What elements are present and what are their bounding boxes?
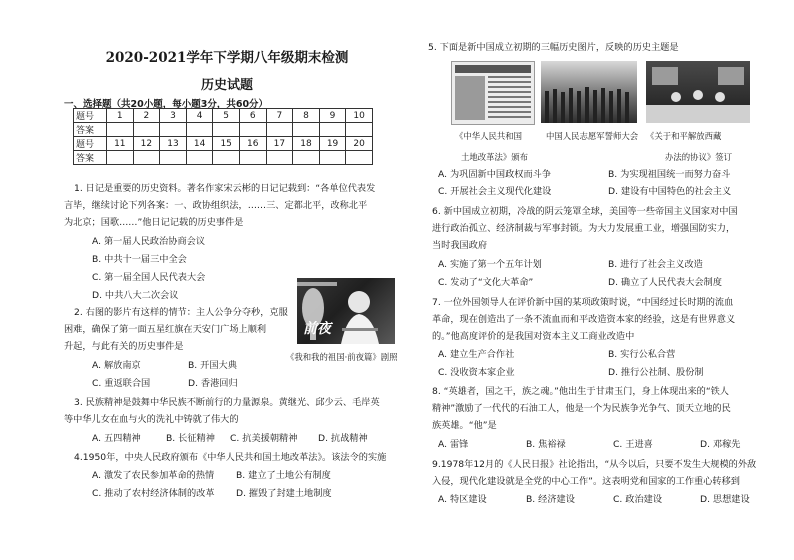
q8-stem-line: 精神”激励了一代代的石油工人，他是一个为民族争光争气、顶天立地的民 — [432, 403, 731, 414]
q-number: 6 — [239, 109, 266, 123]
answer-cell[interactable] — [133, 123, 160, 137]
q2-option-d[interactable]: D. 香港回归 — [188, 378, 238, 389]
q2-option-c[interactable]: C. 重返联合国 — [92, 378, 151, 389]
q7-stem-line: 的。”他高度评价的是我国对资本主义工商业改造中 — [432, 331, 635, 342]
q7-option-a[interactable]: A. 建立生产合作社 — [438, 349, 515, 360]
answer-cell[interactable] — [346, 151, 373, 165]
q-number: 2 — [133, 109, 160, 123]
q2-option-b[interactable]: B. 开国大典 — [188, 360, 237, 371]
q1-option-c[interactable]: C. 第一届全国人民代表大会 — [92, 272, 206, 283]
signing-illustration — [646, 61, 750, 123]
q8-stem-line: 族英雄。“他”是 — [432, 420, 497, 431]
q8-option-a[interactable]: A. 雷锋 — [438, 439, 469, 450]
q4-option-d[interactable]: D. 摧毁了封建土地制度 — [236, 488, 332, 499]
answer-cell[interactable] — [319, 151, 346, 165]
q-number: 14 — [186, 137, 213, 151]
answer-cell[interactable] — [319, 123, 346, 137]
q-number: 15 — [213, 137, 240, 151]
answer-cell[interactable] — [239, 123, 266, 137]
q7-option-c[interactable]: C. 没收资本家企业 — [438, 367, 515, 378]
answer-cell[interactable] — [186, 123, 213, 137]
tibet-agreement-signing-image — [646, 61, 750, 123]
q1-option-b[interactable]: B. 中共十一届三中全会 — [92, 254, 187, 265]
q5-option-d[interactable]: D. 建设有中国特色的社会主义 — [608, 186, 732, 197]
q-number: 7 — [266, 109, 293, 123]
answer-cell[interactable] — [213, 151, 240, 165]
table-row — [74, 109, 373, 123]
answer-cell[interactable] — [266, 123, 293, 137]
q-number: 8 — [293, 109, 320, 123]
photo-caption-2: 中国人民志愿军誓师大会 — [546, 131, 639, 141]
q9-option-a[interactable]: A. 特区建设 — [438, 494, 487, 505]
rally-illustration — [541, 61, 637, 123]
q8-option-b[interactable]: B. 焦裕禄 — [526, 439, 566, 450]
answer-cell[interactable] — [160, 123, 187, 137]
row-label: 答案 — [74, 151, 107, 165]
q-number: 18 — [293, 137, 320, 151]
q4-option-a[interactable]: A. 激发了农民参加革命的热情 — [92, 470, 215, 481]
q7-stem-line: 7. 一位外国领导人在评价新中国的某项政策时说，“中国经过长时期的流血 — [432, 297, 734, 308]
photo-caption-3: 《关于和平解放西藏 — [646, 131, 722, 141]
newspaper-illustration — [452, 62, 534, 124]
row-label: 题号 — [74, 137, 107, 151]
volunteer-army-rally-image — [541, 61, 637, 123]
q-number: 10 — [346, 109, 373, 123]
table-row — [74, 137, 373, 151]
answer-cell[interactable] — [186, 151, 213, 165]
q4-option-b[interactable]: B. 建立了土地公有制度 — [236, 470, 331, 481]
q3-option-c[interactable]: C. 抗美援朝精神 — [230, 433, 298, 444]
answer-cell[interactable] — [107, 123, 134, 137]
q-number: 13 — [160, 137, 187, 151]
page-subtitle: 历史试题 — [200, 78, 253, 93]
q9-stem-line: 入侵，现代化建设就是全党的中心工作”。这表明党和国家的工作重心转移到 — [432, 476, 740, 487]
q1-stem-line: 为北京；国歌……”他日记记载的历史事件是 — [64, 217, 244, 228]
answer-cell[interactable] — [293, 123, 320, 137]
q7-option-b[interactable]: B. 实行公私合营 — [608, 349, 676, 360]
photo-caption-1: 《中华人民共和国 — [455, 131, 522, 141]
q6-stem-line: 6. 新中国成立初期，冷战的阴云笼罩全球，美国等一些帝国主义国家对中国 — [432, 206, 738, 217]
q6-stem-line: 进行政治孤立、经济制裁与军事封锁。为大力发展重工业，增强国防实力， — [432, 223, 736, 234]
q3-option-a[interactable]: A. 五四精神 — [92, 433, 141, 444]
q-number: 16 — [239, 137, 266, 151]
row-label: 题号 — [74, 109, 107, 123]
q2-stem-line: 困难，确保了第一面五星红旗在天安门广场上顺利 — [64, 324, 267, 335]
q-number: 3 — [160, 109, 187, 123]
page-title: 2020-2021学年下学期八年级期末检测 — [105, 50, 349, 66]
q3-option-d[interactable]: D. 抗战精神 — [318, 433, 368, 444]
answer-cell[interactable] — [213, 123, 240, 137]
q9-stem-line: 9.1978年12月的《人民日报》社论指出，“从今以后，只要不发生大规模的外敌 — [432, 459, 757, 470]
q-number: 1 — [107, 109, 134, 123]
answer-cell[interactable] — [293, 151, 320, 165]
q2-option-a[interactable]: A. 解放南京 — [92, 360, 141, 371]
q8-option-c[interactable]: C. 王进喜 — [613, 439, 653, 450]
q9-option-b[interactable]: B. 经济建设 — [526, 494, 575, 505]
film-title-overlay: 前夜 — [303, 321, 331, 337]
q-number: 9 — [319, 109, 346, 123]
q5-option-b[interactable]: B. 为实现祖国统一而努力奋斗 — [608, 169, 731, 180]
answer-cell[interactable] — [133, 151, 160, 165]
q3-stem-line: 等中华儿女在血与火的洗礼中铸就了伟大的 — [64, 414, 239, 425]
q3-stem-line: 3. 民族精神是鼓舞中华民族不断前行的力量源泉。黄继光、邱少云、毛岸英 — [74, 397, 380, 408]
q6-stem-line: 当时我国政府 — [432, 240, 488, 251]
film-still-image — [297, 278, 395, 344]
q5-option-c[interactable]: C. 开展社会主义现代化建设 — [438, 186, 552, 197]
q4-option-c[interactable]: C. 推动了农村经济体制的改革 — [92, 488, 215, 499]
q2-stem-line: 2. 右图的影片有这样的情节：主人公争分夺秒，克服 — [74, 307, 288, 318]
q-number: 12 — [133, 137, 160, 151]
q4-stem-line: 4.1950年，中央人民政府颁布《中华人民共和国土地改革法》。该法令的实施 — [74, 452, 387, 463]
q1-stem-line: 1. 日记是重要的历史资料。著名作家宋云彬的日记记载到：“各单位代表发 — [74, 183, 376, 194]
q2-stem-line: 升起，与此有关的历史事件是 — [64, 341, 184, 352]
q3-option-b[interactable]: B. 长征精神 — [166, 433, 215, 444]
q9-option-d[interactable]: D. 思想建设 — [700, 494, 750, 505]
answer-cell[interactable] — [160, 151, 187, 165]
photo-caption-3b: 办法的协议》签订 — [665, 152, 732, 162]
q-number: 4 — [186, 109, 213, 123]
q6-option-d[interactable]: D. 确立了人民代表大会制度 — [608, 277, 722, 288]
q-number: 5 — [213, 109, 240, 123]
table-row — [74, 123, 373, 137]
q8-stem-line: 8. “英雄者，国之干，族之魂。”他出生于甘肃玉门，身上体现出来的“铁人 — [432, 386, 729, 397]
q-number: 20 — [346, 137, 373, 151]
q1-stem-line: 言毕，继续讨论下列各案：一、政协组织法，……三、定都北平，改称北平 — [64, 200, 368, 211]
q8-option-d[interactable]: D. 邓稼先 — [700, 439, 741, 450]
q1-option-a[interactable]: A. 第一届人民政治协商会议 — [92, 236, 206, 247]
q-number: 17 — [266, 137, 293, 151]
answer-cell[interactable] — [346, 123, 373, 137]
film-still-caption: 《我和我的祖国·前夜篇》剧照 — [286, 352, 398, 362]
q6-option-c[interactable]: C. 发动了“文化大革命” — [438, 277, 534, 288]
land-reform-newspaper-image — [451, 61, 535, 125]
answer-table — [73, 108, 373, 165]
q-number: 19 — [319, 137, 346, 151]
table-row — [74, 151, 373, 165]
answer-cell[interactable] — [107, 151, 134, 165]
q7-option-d[interactable]: D. 推行公社制、股份制 — [608, 367, 704, 378]
q6-option-b[interactable]: B. 进行了社会主义改造 — [608, 259, 703, 270]
q5-option-a[interactable]: A. 为巩固新中国政权而斗争 — [438, 169, 552, 180]
q6-option-a[interactable]: A. 实施了第一个五年计划 — [438, 259, 542, 270]
q5-stem-line: 5. 下面是新中国成立初期的三幅历史图片，反映的历史主题是 — [428, 42, 679, 53]
q7-stem-line: 革命，现在创造出了一条不流血而和平改造资本家的经验，这是有世界意义 — [432, 314, 736, 325]
photo-caption-1b: 土地改革法》颁布 — [461, 152, 528, 162]
answer-cell[interactable] — [266, 151, 293, 165]
q9-option-c[interactable]: C. 政治建设 — [613, 494, 663, 505]
section-heading: 一、选择题（共20小题，每小题3分，共60分） — [64, 99, 269, 110]
q1-option-d[interactable]: D. 中共八大二次会议 — [92, 290, 179, 301]
q-number: 11 — [107, 137, 134, 151]
row-label: 答案 — [74, 123, 107, 137]
answer-cell[interactable] — [239, 151, 266, 165]
